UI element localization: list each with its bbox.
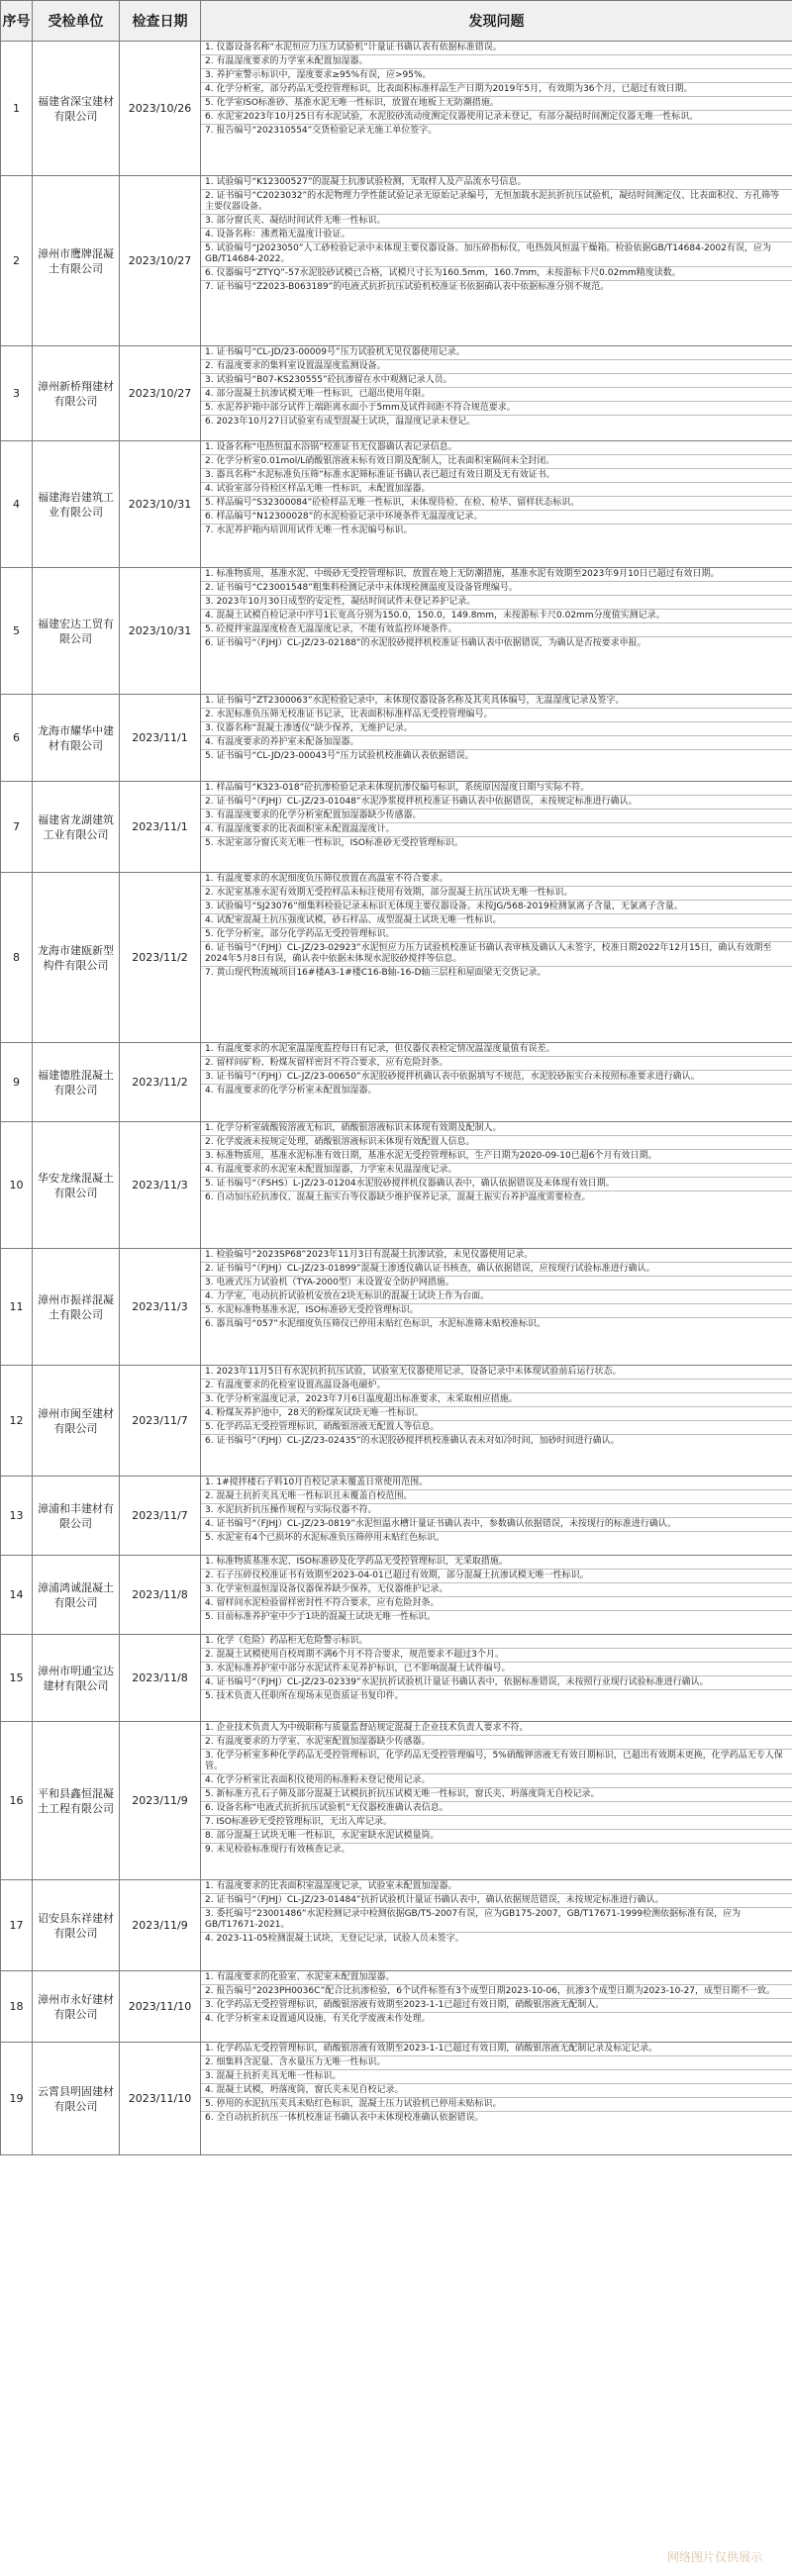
problem-item: 2. 化学分析室0.01mol/L硝酸银溶液未标有效日期及配制人，比表面积室隔间未全封闭。 <box>201 455 792 469</box>
problem-item: 7. 黄山现代物流城项目16#楼A3-1#楼C16-B轴-16-D轴三层柱和屋面梁无交货记录。 <box>205 968 546 978</box>
problem-item: 2. 报告编号“2023PH0036C”配合比抗渗检验，6个试件标签有3个成型日期2023-10-06，抗渗3个成型日期为2023-10-27，成型日期不一致。 <box>201 1985 792 1999</box>
problem-item: 2. 证书编号“（FJHJ）CL-JZ/23-01048”水泥净浆搅拌机校准证书确认表中依据错误，未按规定标准进行确认。 <box>201 796 792 810</box>
problem-item: 4. 试配室混凝土抗压强度试模，砂石样品、成型混凝土试块无唯一性标识。 <box>201 914 792 928</box>
problem-item: 3. 器具名称“水泥标准负压筛”标准水泥筛标准证书确认表已超过有效日期及无有效证书。 <box>201 469 792 483</box>
problem-item: 3. 化学室恒温恒湿设备仪器保养缺少保养，无仪器维护记录。 <box>201 1583 792 1597</box>
problem-item: 5. 化学分析室，部分化学药品无受控管理标识。 <box>201 928 792 942</box>
problem-item: 3. 部分窗氏夹、凝结时间试件无唯一性标识。 <box>201 215 792 229</box>
problem-item: 5. 新标准方孔石子筛及部分混凝土试模抗折抗压试模无唯一性标识，窗氏夹、坍落度筒无自校记录。 <box>201 1788 792 1802</box>
problem-item: 4. 有温度要求的水泥室未配置加湿器，力学室未见温湿度记录。 <box>201 1164 792 1178</box>
row-index: 15 <box>1 1635 33 1722</box>
problem-item: 3. 电液式压力试验机（TYA-2000型）未设置安全防护网措施。 <box>201 1277 792 1290</box>
problem-item: 2. 有温湿度要求的力学室未配置加湿器。 <box>201 55 792 69</box>
problem-item: 6. 样品编号“N12300028”的水泥检验记录中环境条件无温湿度记录。 <box>201 511 792 525</box>
problem-item: 1. 标准物质用，基准水泥、中级砂无受控管理标识，放置在地上无防潮措施，基准水泥有效期至2023年9月10日已超过有效日期。 <box>201 568 792 582</box>
row-index: 6 <box>1 695 33 782</box>
problem-item: 2. 有温度要求的化检室设置高温设备电磁炉。 <box>201 1380 792 1393</box>
table-row <box>1 346 792 441</box>
table-row <box>1 1722 792 1880</box>
problem-item: 1. 证书编号“ZT2300063”水泥检验记录中，未体现仪器设备名称及其夹具体编号，无温湿度记录及签字。 <box>201 695 792 709</box>
problem-item: 1. 化学药品无受控管理标识，硝酸银溶液有效期至2023-1-1已超过有效日期，硝酸银溶液无配制记录及标定记录。 <box>201 2043 792 2056</box>
inspected-unit: 漳州新桥翔建材有限公司 <box>33 346 120 441</box>
inspected-unit: 福建省龙湖建筑工业有限公司 <box>33 782 120 873</box>
problems-cell <box>201 176 792 346</box>
problem-item: 4. 部分混凝土抗渗试模无唯一性标识，已超出使用年限。 <box>201 388 792 402</box>
problem-item: 1. 仪器设备名称“水泥恒应力压力试验机”计量证书确认表有依据标准错误。 <box>201 42 792 55</box>
problems-cell <box>201 568 792 695</box>
inspected-unit: 漳浦鸿诚混凝土有限公司 <box>33 1556 120 1635</box>
problem-item: 2. 有温度要求的力学室、水泥室配置加湿器缺少传感器。 <box>201 1736 792 1750</box>
problem-item: 6. 全自动抗折抗压一体机校准证书确认表中未体现校准确认依据错误。 <box>205 2113 484 2123</box>
problem-item: 9. 未见检验标准现行有效核查记录。 <box>205 1845 350 1855</box>
problem-item: 2. 证书编号“C23001548”粗集料检测记录中未体现检测温度及设备管理编号。 <box>201 582 792 596</box>
problem-item: 2. 混凝土抗折夹具无唯一性标识且未覆盖自校范围。 <box>201 1490 792 1504</box>
header-row <box>1 1 792 42</box>
problem-item: 5. 水泥养护箱中部分试件上端距离水面小于5mm及试件间距不符合规范要求。 <box>201 402 792 416</box>
problem-item: 7. 报告编号“202310554”交货检验记录无施工单位签字。 <box>205 126 438 136</box>
problem-item: 1. 标准物质基准水泥、ISO标准砂及化学药品无受控管理标识，无采取措施。 <box>201 1556 792 1570</box>
problem-item: 3. 化学分析室多种化学药品无受控管理标识，化学药品无受控管理编号，5%硝酸钾溶液无有效日期标识，已超出有效期未更换，化学药品无专人保管。 <box>201 1750 792 1774</box>
problems-cell <box>201 1971 792 2043</box>
problem-item: 6. 自动加压砼抗渗仪、混凝土振实台等仪器缺少维护保养记录，混凝土振实台养护温度需要检查。 <box>205 1193 591 1202</box>
table-row <box>1 1880 792 1971</box>
problem-item: 1. 有温度要求的水泥室温湿度监控每日有记录，但仪器仪表检定情况温湿度量值有误差。 <box>201 1043 792 1057</box>
problems-cell <box>201 782 792 873</box>
problems-cell <box>201 346 792 441</box>
problem-item: 6. 证书编号“（FJHJ）CL-JZ/23-02188”的水泥胶砂搅拌机校准证书确认表中依据错误，为确认是否按要求申报。 <box>205 638 646 648</box>
problem-item: 1. 有温度要求的比表面积室温湿度记录，试验室未配置加湿器。 <box>201 1880 792 1894</box>
problem-item: 5. 技术负责人任职所在现场未见资质证书复印件。 <box>205 1691 404 1701</box>
problems-cell <box>201 873 792 1043</box>
row-index: 7 <box>1 782 33 873</box>
table-row <box>1 176 792 346</box>
inspection-date: 2023/11/1 <box>120 782 201 873</box>
table-row <box>1 42 792 176</box>
problem-item: 1. 1#搅拌楼石子料10月自校记录未覆盖日常使用范围。 <box>201 1477 792 1490</box>
problems-cell <box>201 1366 792 1477</box>
problem-item: 3. 水泥抗折抗压操作规程与实际仪器不符。 <box>201 1504 792 1518</box>
problem-item: 2. 留样间矿粉、粉煤灰留样密封不符合要求，应有危险封条。 <box>201 1057 792 1071</box>
problems-cell <box>201 1249 792 1366</box>
inspection-date: 2023/10/26 <box>120 42 201 176</box>
problem-item: 7. 证书编号“Z2023-B063189”的电液式抗折抗压试验机校准证书依据确认表中依据标准分别不规范。 <box>205 282 610 292</box>
inspected-unit: 福建德胜混凝土有限公司 <box>33 1043 120 1122</box>
problems-cell <box>201 1880 792 1971</box>
inspected-unit: 福建省深宝建材有限公司 <box>33 42 120 176</box>
inspection-date: 2023/11/10 <box>120 1971 201 2043</box>
row-index: 14 <box>1 1556 33 1635</box>
problem-item: 4. 设备名称：沸煮箱无温度计验证。 <box>201 229 792 242</box>
table-row <box>1 1249 792 1366</box>
problem-item: 2. 证书编号“C2023032”的水泥物理力学性能试验记录无原始记录编号，无恒加载水泥抗折抗压试验机，凝结时间测定仪、比表面积仪、方孔筛等主要仪器设备。 <box>201 190 792 215</box>
problem-item: 1. 样品编号“K323-018”砼抗渗检验记录未体现抗渗仪编号标识，系统原因湿度日期与实际不符。 <box>201 782 792 796</box>
problem-item: 1. 有温度要求的水泥细度负压筛仪放置在高温室不符合要求。 <box>201 873 792 887</box>
table-row <box>1 695 792 782</box>
inspected-unit: 福建海岩建筑工业有限公司 <box>33 441 120 568</box>
problem-item: 3. 养护室警示标识中，湿度要求≥95%有误，应>95%。 <box>201 69 792 83</box>
inspection-date: 2023/11/1 <box>120 695 201 782</box>
problem-item: 2. 石子压碎仪校准证书有效期至2023-04-01已超过有效期，部分混凝土抗渗试模无唯一性标识。 <box>201 1570 792 1583</box>
problems-cell <box>201 1477 792 1556</box>
problem-item: 2. 化学废液未按规定处理，硝酸银溶液标识未体现有效配置人信息。 <box>201 1136 792 1150</box>
problem-item: 4. 2023-11-05检测混凝土试块，无登记记录，试验人员未签字。 <box>205 1934 464 1944</box>
inspected-unit: 漳州市闽至建材有限公司 <box>33 1366 120 1477</box>
problem-item: 1. 检验编号“2023SP68”2023年11月3日有混凝土抗渗试验，未见仪器使用记录。 <box>201 1249 792 1263</box>
problems-cell <box>201 441 792 568</box>
inspection-date: 2023/11/10 <box>120 2043 201 2155</box>
inspected-unit: 福建宏达工贸有限公司 <box>33 568 120 695</box>
problem-item: 3. 水泥标准养护室中部分水泥试件未见养护标识，已不影响混凝土试件编号。 <box>201 1663 792 1676</box>
problem-item: 4. 化学分析室，部分药品无受控管理标识，比表面积标准样品生产日期为2019年5月，有效期为36个月，已超过有效日期。 <box>201 83 792 97</box>
problem-item: 3. 化学药品无受控管理标识，硝酸银溶液有效期至2023-1-1已超过有效日期，硝酸银溶液无配制人。 <box>201 1999 792 2013</box>
problem-item: 5. 停用的水泥抗压夹具未贴红色标识，混凝土压力试验机已停用未贴标识。 <box>201 2098 792 2112</box>
row-index: 4 <box>1 441 33 568</box>
problem-item: 4. 混凝土试模，坍落度筒，窗氏夹未见自校记录。 <box>201 2084 792 2098</box>
row-index: 13 <box>1 1477 33 1556</box>
problem-item: 3. 委托编号“23001486”水泥检测记录中检测依据GB/T5-2007有误，应为GB175-2007，GB/T17671-1999检测依据标准有误，应为GB/T17671-2021。 <box>201 1908 792 1933</box>
problems-cell <box>201 695 792 782</box>
problem-item: 6. 证书编号“（FJHJ）CL-JZ/23-02435”的水泥胶砂搅拌机校准确认表未对如冷时间，加砂时间进行确认。 <box>205 1436 620 1446</box>
header-date: 检查日期 <box>120 1 201 42</box>
problem-item: 3. 2023年10月30日成型的安定性，凝结时间试件未登记养护记录。 <box>201 596 792 610</box>
problem-item: 2. 证书编号“（FJHJ）CL-JZ/23-01899”混凝土渗透仪确认证书核查，确认依据错误，应按现行试验标准进行确认。 <box>201 1263 792 1277</box>
problem-item: 3. 证书编号“（FJHJ）CL-JZ/23-00650”水泥胶砂搅拌机确认表中依据填写不规范，水泥胶砂振实台未按照标准要求进行确认。 <box>201 1071 792 1085</box>
inspection-date: 2023/11/9 <box>120 1722 201 1880</box>
problem-item: 6. 设备名称“电液式抗折抗压试验机”无仪器校准确认表信息。 <box>201 1802 792 1816</box>
problems-cell <box>201 2043 792 2155</box>
problem-item: 6. 水泥室2023年10月25日有水泥试验，水泥胶砂流动度测定仪器使用记录未登记，有部分凝结时间测定仪器无唯一性标识。 <box>201 111 792 125</box>
problems-cell <box>201 1635 792 1722</box>
watermark: 网络图片仅供展示 <box>666 2550 762 2564</box>
problem-item: 1. 有温度要求的化验室、水泥室未配置加湿器。 <box>201 1971 792 1985</box>
inspection-date: 2023/11/3 <box>120 1249 201 1366</box>
problem-item: 2. 混凝土试模使用自校周期不满6个月不符合要求，规范要求不超过3个月。 <box>201 1649 792 1663</box>
problem-item: 5. 砼搅拌室温湿度检查无温湿度记录，不能有效监控环境条件。 <box>201 623 792 637</box>
table-row <box>1 1556 792 1635</box>
problem-item: 7. 水泥养护箱内培训用试件无唯一性水泥编号标识。 <box>205 525 413 535</box>
problem-item: 4. 化学分析室未设置通风设施，有关化学废液未作处理。 <box>205 2014 431 2024</box>
inspected-unit: 平和县鑫恒混凝土工程有限公司 <box>33 1722 120 1880</box>
inspection-date: 2023/10/31 <box>120 568 201 695</box>
problem-item: 5. 化学药品无受控管理标识，硝酸银溶液无配置人等信息。 <box>201 1421 792 1435</box>
inspection-date: 2023/11/2 <box>120 1043 201 1122</box>
row-index: 3 <box>1 346 33 441</box>
problem-item: 4. 证书编号“（FJHJ）CL-JZ/23-0819”水泥恒温水槽计量证书确认表中，参数确认依据错误，未按现行的标准进行确认。 <box>201 1518 792 1532</box>
row-index: 12 <box>1 1366 33 1477</box>
problem-item: 1. 化学分析室硫酸铵溶液无标识，硝酸银溶液标识未体现有效期及配制人。 <box>201 1122 792 1136</box>
inspected-unit: 诏安县东祥建材有限公司 <box>33 1880 120 1971</box>
problem-item: 3. 试验编号“B07-KS230555”砼抗渗留在水中观测记录人员。 <box>201 374 792 388</box>
problem-item: 3. 化学分析室温度记录，2023年7月6日温度超出标准要求，未采取相应措施。 <box>201 1393 792 1407</box>
inspected-unit: 漳州市振祥混凝土有限公司 <box>33 1249 120 1366</box>
inspected-unit: 漳浦和丰建材有限公司 <box>33 1477 120 1556</box>
inspection-date: 2023/11/7 <box>120 1366 201 1477</box>
problem-item: 6. 2023年10月27日试验室有成型混凝土试块，温湿度记录未登记。 <box>205 417 476 427</box>
row-index: 16 <box>1 1722 33 1880</box>
row-index: 10 <box>1 1122 33 1249</box>
problem-item: 1. 证书编号“CL-JD/23-00009号”压力试验机无见仪器使用记录。 <box>201 346 792 360</box>
problem-item: 6. 仪器编号“ZTYQ”-57水泥胶砂试模已合格，试模尺寸长为160.5mm，160.7mm，未按游标卡尺0.02mm精度读数。 <box>201 267 792 281</box>
header-index: 序号 <box>1 1 33 42</box>
inspected-unit: 龙海市耀华中建材有限公司 <box>33 695 120 782</box>
inspected-unit: 漳州市永好建材有限公司 <box>33 1971 120 2043</box>
table-row <box>1 873 792 1043</box>
row-index: 1 <box>1 42 33 176</box>
header-unit: 受检单位 <box>33 1 120 42</box>
inspection-date: 2023/11/8 <box>120 1556 201 1635</box>
inspection-date: 2023/11/7 <box>120 1477 201 1556</box>
problem-item: 3. 有温湿度要求的化学分析室配置加湿器缺少传感器。 <box>201 810 792 823</box>
problem-item: 5. 水泥室部分窗氏夹无唯一性标识，ISO标准砂无受控管理标识。 <box>205 838 463 848</box>
problem-item: 4. 有温湿度要求的比表面积室未配置温湿度计。 <box>201 823 792 837</box>
problem-item: 5. 证书编号“（FSHS）L-JZ/23-01204水泥胶砂搅拌机仪器确认表中，确认依据错误及未体现有效日期。 <box>201 1178 792 1192</box>
table-row <box>1 1971 792 2043</box>
inspection-date: 2023/11/8 <box>120 1635 201 1722</box>
problem-item: 4. 粉煤灰养护池中，28天的粉煤灰试块无唯一性标识。 <box>201 1407 792 1421</box>
problem-item: 5. 样品编号“S32300084”砼检样品无唯一性标识，未体现待检、在检、检毕、留样状态标识。 <box>201 497 792 511</box>
row-index: 5 <box>1 568 33 695</box>
inspected-unit: 漳州市明通宝达建材有限公司 <box>33 1635 120 1722</box>
problem-item: 4. 混凝土试模自检记录中序号1长宽高分别为150.0，150.0，149.8mm，未按游标卡尺0.02mm分度值实测记录。 <box>201 610 792 623</box>
row-index: 9 <box>1 1043 33 1122</box>
row-index: 19 <box>1 2043 33 2155</box>
table-row <box>1 1477 792 1556</box>
problem-item: 6. 器具编号“057”水泥细度负压筛仪已停用未贴红色标识，水泥标准筛未贴校准标识。 <box>205 1319 545 1329</box>
row-index: 18 <box>1 1971 33 2043</box>
problem-item: 1. 企业技术负责人为中级职称与质量监督站规定混凝土企业技术负责人要求不符。 <box>201 1722 792 1736</box>
problem-item: 3. 仪器名称“混凝土渗透仪”缺少保养，无维护记录。 <box>201 722 792 736</box>
inspected-unit: 龙海市建瓯新型构件有限公司 <box>33 873 120 1043</box>
problem-item: 5. 试验编号“J2023050”人工砂检验记录中未体现主要仪器设备。加压碎指标仪，电热鼓风恒温干燥箱。检验依据GB/T14684-2002有误，应为GB/T14684-2022。 <box>201 242 792 267</box>
problem-item: 4. 留样间水泥检验留样密封性不符合要求，应有危险封条。 <box>201 1597 792 1611</box>
problem-item: 5. 目前标准养护室中少于1块的混凝土试块无唯一性标识。 <box>205 1612 437 1622</box>
row-index: 17 <box>1 1880 33 1971</box>
problem-item: 5. 化学室ISO标准砂、基准水泥无唯一性标识，放置在地板上无防潮措施。 <box>201 97 792 111</box>
problem-item: 7. ISO标准砂无受控管理标识，无出入库记录。 <box>201 1816 792 1830</box>
problem-item: 5. 水泥标准物基准水泥，ISO标准砂无受控管理标识。 <box>201 1304 792 1318</box>
problem-item: 5. 水泥室有4个已损坏的水泥标准负压筛停用未贴红色标识。 <box>205 1533 446 1543</box>
problem-item: 3. 混凝土抗折夹具无唯一性标识。 <box>201 2070 792 2084</box>
inspection-date: 2023/10/27 <box>120 346 201 441</box>
problem-item: 4. 有温度要求的化学分析室未配置加湿器。 <box>205 1086 377 1096</box>
problem-item: 4. 有温度要求的养护室未配备加湿器。 <box>201 736 792 750</box>
problems-cell <box>201 1122 792 1249</box>
problem-item: 4. 证书编号“（FJHJ）CL-JZ/23-02339”水泥抗折试验机计量证书确认表中，依据标准错误，未按照行业现行试验标准进行确认。 <box>201 1676 792 1690</box>
table-row <box>1 1366 792 1477</box>
inspection-date: 2023/10/27 <box>120 176 201 346</box>
table-row <box>1 568 792 695</box>
inspected-unit: 漳州市鹰牌混凝土有限公司 <box>33 176 120 346</box>
problems-cell <box>201 1556 792 1635</box>
problems-cell <box>201 1722 792 1880</box>
table-body <box>1 42 792 2155</box>
inspected-unit: 华安龙缘混凝土有限公司 <box>33 1122 120 1249</box>
table-row <box>1 441 792 568</box>
inspection-date: 2023/11/9 <box>120 1880 201 1971</box>
problem-item: 3. 试验编号“SJ23076”细集料检验记录未标识无体现主要仪器设备。未按JG/568-2019检测氯离子含量，无氯离子含量。 <box>201 901 792 914</box>
header-problems: 发现问题 <box>201 1 792 42</box>
problems-cell <box>201 42 792 176</box>
table-row <box>1 1043 792 1122</box>
table-row <box>1 1635 792 1722</box>
problem-item: 2. 有温度要求的集料室设置温湿度监测设备。 <box>201 360 792 374</box>
problem-item: 4. 试验室部分待检区样品无唯一性标识，未配置加湿器。 <box>201 483 792 497</box>
row-index: 11 <box>1 1249 33 1366</box>
problem-item: 2. 水泥标准负压筛无校准证书记录，比表面积标准样品无受控管理编号。 <box>201 709 792 722</box>
problem-item: 1. 试验编号“K12300527”的混凝土抗渗试验检测，无取样人及产品流水号信息。 <box>201 176 792 190</box>
problem-item: 3. 标准物质用，基准水泥标准有效日期，基准水泥无受控管理标识，生产日期为2020-09-10已超6个月有效日期。 <box>201 1150 792 1164</box>
problem-item: 1. 设备名称“电热恒温水浴锅”校准证书无仪器确认表记录信息。 <box>201 441 792 455</box>
problem-item: 2. 水泥室基准水泥有效期无受控样品未标注使用有效期，部分混凝土抗压试块无唯一性标识。 <box>201 887 792 901</box>
inspection-date: 2023/11/2 <box>120 873 201 1043</box>
problem-item: 6. 证书编号“（FJHJ）CL-JZ/23-02923”水泥恒应力压力试验机校准证书确认表审核及确认人未签字，校准日期2022年12月15日，确认有效期至2024年5月8日有误，确认表中依据未体现水泥胶砂搅拌等信息。 <box>201 942 792 967</box>
table-row <box>1 2043 792 2155</box>
table-row <box>1 782 792 873</box>
inspected-unit: 云霄县明固建材有限公司 <box>33 2043 120 2155</box>
problem-item: 5. 证书编号“CL-JD/23-00043号”压力试验机校准确认表依据错误。 <box>205 751 474 761</box>
problem-item: 1. 化学（危险）药品柜无危险警示标识。 <box>201 1635 792 1649</box>
table-row <box>1 1122 792 1249</box>
inspection-date: 2023/11/3 <box>120 1122 201 1249</box>
inspection-date: 2023/10/31 <box>120 441 201 568</box>
problem-item: 4. 化学分析室比表面积仪使用的标准粉未登记使用记录。 <box>201 1774 792 1788</box>
row-index: 2 <box>1 176 33 346</box>
problem-item: 2. 证书编号“（FJHJ）CL-JZ/23-01484”抗折试验机计量证书确认表中，确认依据规范错误，未按规定标准进行确认。 <box>201 1894 792 1908</box>
problems-cell <box>201 1043 792 1122</box>
problem-item: 2. 细集料含泥量、含水量压力无唯一性标识。 <box>201 2056 792 2070</box>
problem-item: 8. 部分混凝土试块无唯一性标识，水泥室缺水泥试模量筒。 <box>201 1830 792 1844</box>
row-index: 8 <box>1 873 33 1043</box>
problem-item: 4. 力学室，电动抗折试验机安放在2块无标识的混凝土试块上作为台面。 <box>201 1290 792 1304</box>
problem-item: 1. 2023年11月5日有水泥抗折抗压试验，试验室无仪器使用记录，设备记录中未体现试验前后运行状态。 <box>201 1366 792 1380</box>
